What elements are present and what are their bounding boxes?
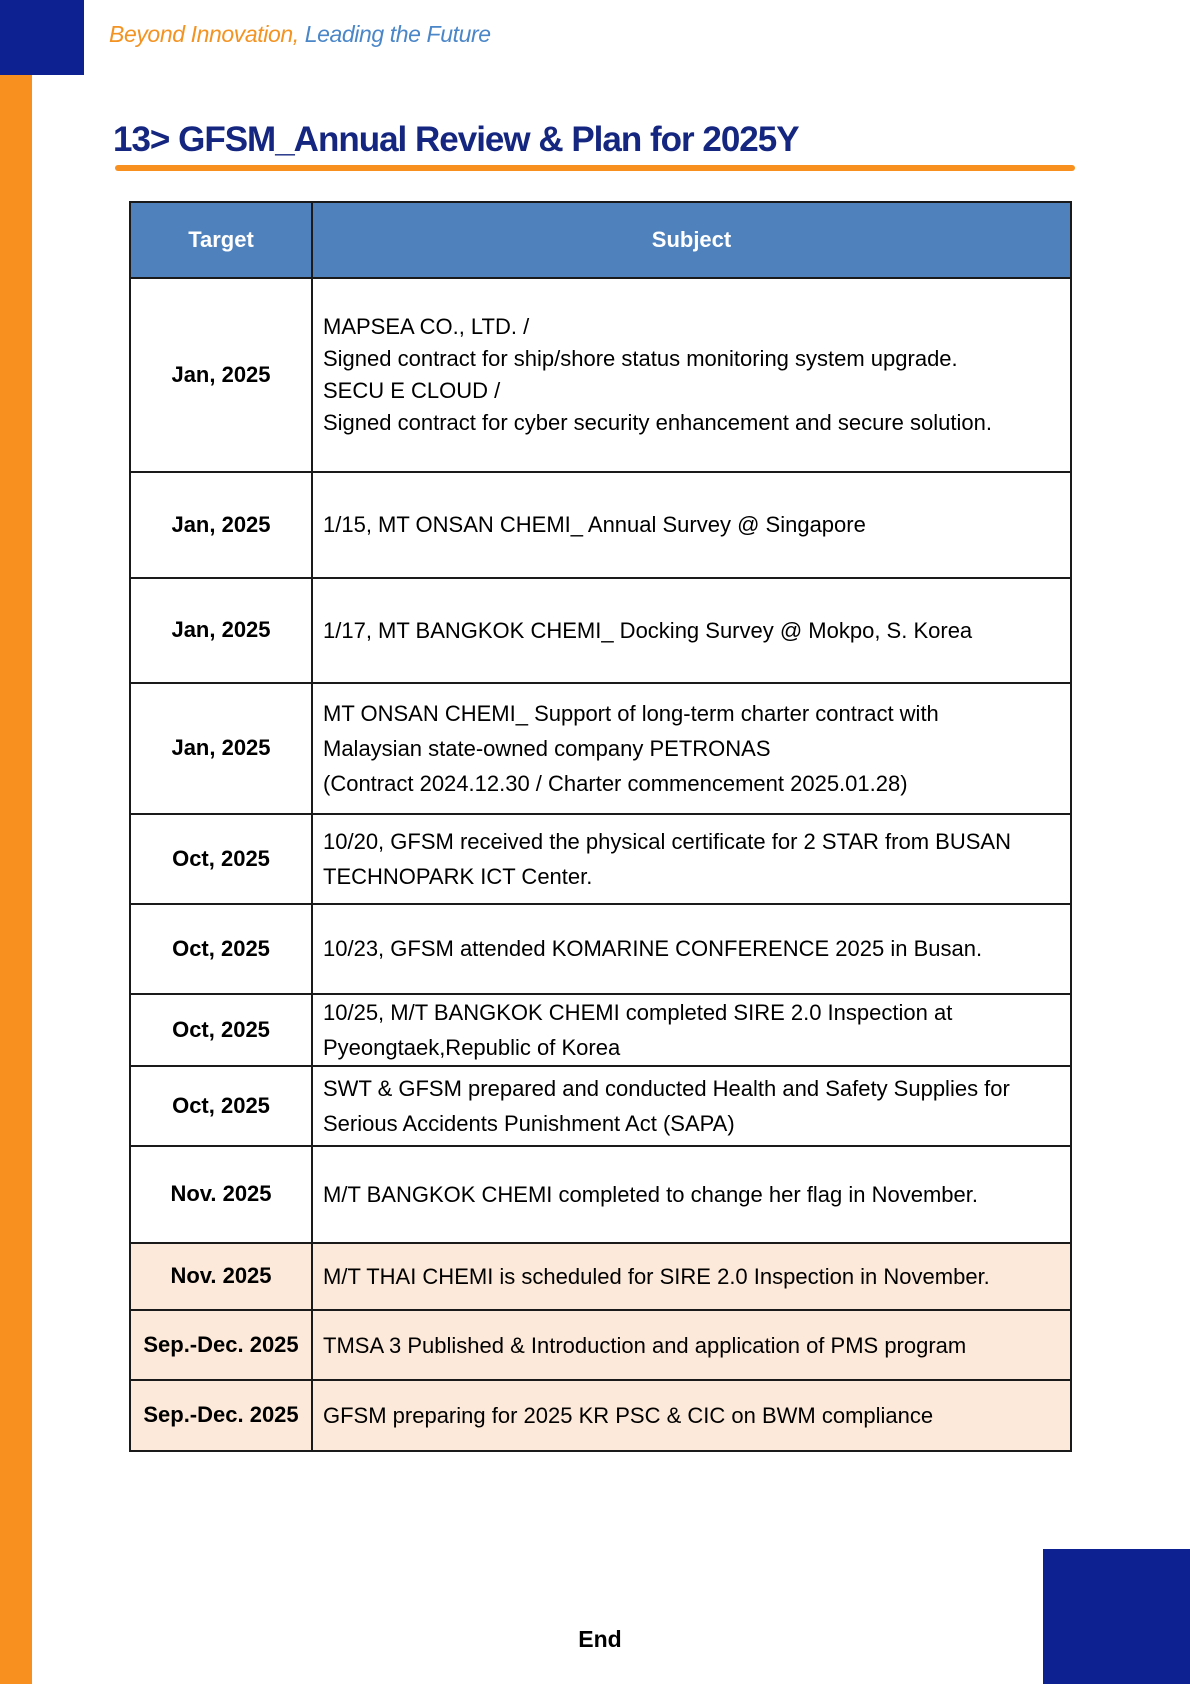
tagline: [109, 21, 491, 48]
table-row-highlighted: [130, 1380, 1071, 1451]
subject-line: MT ONSAN CHEMI_ Support of long-term charter contract with: [323, 700, 939, 726]
subject-line: SWT & GFSM prepared and conducted Health and Safety Supplies for: [323, 1076, 1010, 1102]
bottom-right-brand-block: [1043, 1549, 1190, 1684]
end-label: End: [578, 1626, 622, 1652]
target-cell: Sep.-Dec. 2025: [130, 1310, 312, 1380]
target-cell: Oct, 2025: [130, 904, 312, 994]
subject-line: Signed contract for ship/shore status monitoring system upgrade.: [323, 346, 958, 372]
subject-line: 1/15, MT ONSAN CHEMI_ Annual Survey @ Singapore: [323, 512, 866, 538]
top-left-brand-block: [0, 0, 84, 75]
target-cell: Oct, 2025: [130, 1066, 312, 1146]
subject-line: Serious Accidents Punishment Act (SAPA): [323, 1111, 735, 1137]
target-cell: Sep.-Dec. 2025: [130, 1380, 312, 1451]
subject-line: (Contract 2024.12.30 / Charter commencement 2025.01.28): [323, 771, 908, 797]
subject-line: 10/23, GFSM attended KOMARINE CONFERENCE 2025 in Busan.: [323, 936, 983, 962]
subject-line: 10/20, GFSM received the physical certificate for 2 STAR from BUSAN: [323, 828, 1011, 854]
subject-cell: [312, 1066, 1071, 1146]
subject-cell: [312, 814, 1071, 904]
table-row: [130, 578, 1071, 683]
table-row: [130, 278, 1071, 472]
tagline-part1: Beyond Innovation,: [109, 21, 299, 47]
subject-cell: [312, 1146, 1071, 1243]
subject-line: Malaysian state-owned company PETRONAS: [323, 735, 771, 761]
table-row: [130, 904, 1071, 994]
column-header-target: Target: [130, 202, 312, 278]
target-cell: Oct, 2025: [130, 994, 312, 1066]
subject-line: TMSA 3 Published & Introduction and application of PMS program: [323, 1332, 967, 1358]
target-cell: Nov. 2025: [130, 1146, 312, 1243]
target-cell: Jan, 2025: [130, 578, 312, 683]
subject-cell: [312, 904, 1071, 994]
page-title: 13> GFSM_Annual Review & Plan for 2025Y: [113, 120, 799, 159]
subject-line: TECHNOPARK ICT Center.: [323, 864, 593, 889]
table-row: [130, 472, 1071, 578]
title-underline: [115, 165, 1075, 171]
column-header-subject: Subject: [312, 202, 1071, 278]
subject-cell: [312, 472, 1071, 578]
review-table: [129, 201, 1072, 1452]
target-cell: Jan, 2025: [130, 683, 312, 814]
tagline-part2: Leading the Future: [304, 21, 491, 47]
subject-line: M/T BANGKOK CHEMI completed to change her flag in November.: [323, 1182, 978, 1208]
subject-cell: [312, 278, 1071, 472]
subject-line: Pyeongtaek,Republic of Korea: [323, 1035, 621, 1061]
table-row: [130, 994, 1071, 1066]
subject-line: M/T THAI CHEMI is scheduled for SIRE 2.0 Inspection in November.: [323, 1264, 990, 1290]
table-header-row: [130, 202, 1071, 278]
subject-line: SECU E CLOUD /: [323, 378, 501, 403]
subject-line: GFSM preparing for 2025 KR PSC & CIC on BWM compliance: [323, 1403, 934, 1429]
subject-cell: [312, 578, 1071, 683]
target-cell: Oct, 2025: [130, 814, 312, 904]
target-cell: Jan, 2025: [130, 278, 312, 472]
subject-cell: [312, 1243, 1071, 1310]
subject-cell: [312, 1310, 1071, 1380]
subject-line: 1/17, MT BANGKOK CHEMI_ Docking Survey @ Mokpo, S. Korea: [323, 617, 973, 643]
subject-line: Signed contract for cyber security enhancement and secure solution.: [323, 409, 992, 435]
table-row: [130, 683, 1071, 814]
table-row-highlighted: [130, 1310, 1071, 1380]
subject-line: MAPSEA CO., LTD. /: [323, 314, 530, 340]
table-row-highlighted: [130, 1243, 1071, 1310]
target-cell: Nov. 2025: [130, 1243, 312, 1310]
subject-cell: [312, 683, 1071, 814]
table-row: [130, 1146, 1071, 1243]
subject-line: 10/25, M/T BANGKOK CHEMI completed SIRE 2.0 Inspection at: [323, 1000, 953, 1025]
target-cell: Jan, 2025: [130, 472, 312, 578]
table-row: [130, 1066, 1071, 1146]
subject-cell: [312, 994, 1071, 1066]
left-accent-bar: [0, 0, 32, 1684]
table-row: [130, 814, 1071, 904]
subject-cell: [312, 1380, 1071, 1451]
